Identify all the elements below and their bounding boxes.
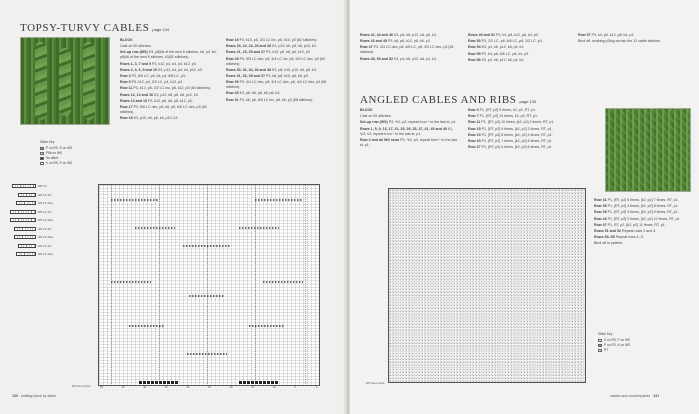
instruction-text: P1, [RT, p2] 9 times, [k2, p2] 3 times, RT, p1. (481, 126, 553, 131)
instruction-line (578, 39, 678, 44)
instruction-line (120, 74, 220, 79)
instruction-line (120, 99, 220, 104)
chart-column-marker (305, 185, 306, 385)
instruction-line (120, 38, 220, 43)
chart-column-marker (255, 185, 256, 385)
instruction-label: Rows 30, 32, 34, 36 and 38 (226, 67, 271, 72)
chart-column-marker (159, 185, 160, 385)
instruction-label: Rows 20, 22, 24, 26 and 28 (226, 44, 271, 49)
instruction-label: Set-up row (WS) (120, 50, 148, 55)
instruction-line (226, 50, 334, 55)
instruction-label: Row 19 (468, 132, 481, 137)
instruction-text: P1, [RT, p2] 10 times, [k2, p2] 2 times, RT, p1. (481, 120, 555, 125)
instruction-text: P3, 4/4 LC dec, p8, 4/4 LC dec, p8, 4/4 LC dec, p3 (56 stitches). (226, 80, 327, 90)
cable-legend-symbol (18, 193, 36, 197)
instruction-text: Bind off in pattern. (594, 241, 624, 246)
instruction-label: Rows 43 and 45 (360, 39, 387, 44)
chart-column-number: 30 (186, 386, 190, 389)
instruction-line (468, 114, 578, 119)
instruction-label: Row 47 (594, 222, 607, 227)
instruction-line (360, 127, 460, 137)
instruction-line (226, 91, 334, 96)
instruction-text: K3, p4, k8, p12, k8, p4, k3. (393, 56, 437, 61)
instruction-text: Repeat rows 3 and 4. (621, 228, 657, 233)
instruction-text: P3, k8, p8, k10, p8, k8, p3. (265, 73, 309, 78)
cable-legend-label: 5/5 LC Inc (38, 209, 52, 214)
right-instructions-col3 (594, 198, 694, 248)
instruction-text: P3, k12, p4, 2/2 LC, p4, k12, p3. (131, 80, 184, 85)
instruction-line (468, 58, 568, 63)
instruction-line (226, 74, 334, 79)
instruction-text: P3, 2/2 LC, p8, 6/6 LC, p8, 2/2 LC, p3. (481, 39, 543, 44)
instruction-text: P1, [RT, p2] 6 times, [k2, p2] 6 times, RT, p1. (481, 145, 553, 150)
cable-cross-symbol (263, 281, 303, 283)
cable-legend-label: 6/6 LC (38, 184, 47, 188)
instruction-label: Row 29 (226, 56, 239, 61)
instruction-label: Row 2 and all WS rows (360, 137, 400, 142)
instruction-line (120, 50, 220, 60)
instruction-line (468, 39, 568, 44)
instruction-label: Rows 12, 14 and 16 (120, 92, 153, 97)
instruction-text: P3, k12, p8, 2/2 LC inc, p8, k12, p3 (64 stitches). (133, 86, 212, 91)
instruction-line (468, 108, 578, 113)
left-running-footer: knitting block by block (21, 394, 56, 398)
instruction-label: Set-up row (WS) (360, 120, 388, 125)
cable-cross-symbol (187, 353, 227, 355)
cable-cross-symbol (239, 227, 279, 229)
instruction-line (578, 33, 678, 38)
instruction-text: P3, *k2, p2; repeat from * to the last st, p1. (388, 120, 457, 125)
cable-cross-symbol (183, 245, 231, 247)
instruction-label: Row 19 (226, 38, 239, 42)
key-label: No stitch (46, 156, 59, 160)
cable-legend-symbol (16, 252, 36, 256)
no-stitch-row (239, 381, 279, 384)
right-page-number: 131 (653, 394, 660, 398)
instruction-text: K3, p6, k8, p12, k8, p6, k3. (393, 33, 437, 37)
instruction-line (120, 80, 220, 85)
cable-cross-symbol (249, 325, 285, 327)
instruction-text: P3, k6, p8, 5/5 LC inc, p8, k6, p3 (58 stitches). (239, 97, 314, 102)
instruction-text: P1, [RT, p2] 2 times, [k2, p2] 10 times, RT, p1. (607, 216, 681, 221)
instruction-label: Rows 13 and 15 (120, 98, 147, 103)
left-title-page-ref: page 134 (152, 27, 170, 32)
right-top-col3 (578, 33, 678, 45)
cable-legend-label: 4/4 LC Inc (38, 226, 52, 231)
cable-cross-symbol (129, 325, 165, 327)
chart-column-number: 15 (251, 386, 255, 389)
instruction-label: Row 3 (468, 108, 479, 112)
chart-column-number: 20 (229, 386, 233, 389)
cable-legend-symbol (10, 218, 36, 222)
instruction-text: P1, [RT, p2] 8 times, [k2, p2] 4 times, RT, p1. (481, 132, 553, 137)
instruction-text: P3, k6, p8, k12, p8, k6, p3. (387, 39, 431, 44)
instruction-label: Row 27 (468, 145, 481, 150)
instruction-line (360, 108, 460, 113)
instruction-text: P1, [RT, p2] 4 times, [k2, p2] 8 times, RT, p1. (607, 204, 679, 209)
instruction-label: Rows 49 and 51 (468, 33, 495, 37)
instruction-text: K3, p10, k6, p6, k6, p10, k3. (133, 116, 179, 121)
swatch-diagonal-texture (606, 109, 690, 191)
key-item (598, 348, 668, 353)
instruction-label: Row 54 (468, 45, 481, 50)
right-chart-axis-label: WS Set-up Row (366, 382, 385, 385)
purl-symbol-icon (40, 147, 44, 151)
cable-legend-symbol (14, 227, 36, 231)
cable-cross-symbol (111, 281, 151, 283)
instruction-text: P3, k10, p6, k8, p6, k10, p3. (265, 50, 311, 55)
instruction-label: Rows 48, 50 and 52 (360, 56, 393, 61)
right-stitch-key (598, 332, 668, 353)
cable-legend-symbol (12, 184, 36, 188)
instruction-label: Row 55 (468, 51, 481, 56)
instruction-text: K3, p12, k8, p8, k8, p12, k3. (153, 92, 199, 97)
instruction-label: Rows 21, 23, 25 and 27 (226, 50, 265, 55)
instruction-text: P3, k4, p8, k12, p8, k4, p3. (495, 33, 539, 37)
cable-cross-symbol (189, 295, 225, 297)
cable-legend-label: 5/5 LC Dec (38, 218, 54, 222)
left-title-text: TOPSY-TURVY CABLES (20, 22, 150, 34)
left-stitch-key-heading: Stitch Key (40, 140, 55, 144)
instruction-line (468, 33, 568, 38)
instruction-line (468, 45, 568, 50)
instruction-line (360, 45, 460, 55)
cable-legend-label: 3/3 LC Dec (38, 252, 54, 256)
instruction-line (594, 217, 694, 222)
right-top-col2 (468, 33, 568, 64)
chart-column-number: 40 (143, 386, 147, 389)
instruction-line (226, 98, 334, 103)
instruction-text: P1, [RT, p2] 5 times, [k2, p2] 7 times, RT, p1. (607, 198, 679, 202)
instruction-text: P3, k12, p4, k4, p4, k12, p3. (151, 61, 197, 66)
instruction-text: K3, p10, k6, p8, k6, p10, k3. (271, 44, 317, 49)
cable-legend-label: 4/4 LC Dec (38, 235, 54, 239)
instruction-text: P1, [RT, p2] 3 times, [k2, p2] 9 times, RT, p1. (607, 210, 679, 215)
chart-column-number: 5 (294, 386, 296, 389)
instruction-line (360, 120, 460, 125)
chart-column-number: 10 (272, 386, 276, 389)
instruction-text: P3, 6/6 LC dec, p6, k6, p6, 6/6 LC dec, p3 (60 stitches). (120, 104, 207, 114)
instruction-line (120, 68, 220, 73)
instruction-label: Row 47 (360, 45, 373, 50)
instruction-label: Row 35 (594, 204, 607, 209)
left-stitch-key (40, 140, 100, 166)
cable-legend-label: 2/2 LC Inc (38, 243, 52, 248)
instruction-label: Row 39 (226, 80, 239, 85)
angled-cables-chart (388, 188, 586, 383)
instruction-label: Row 7 (468, 114, 479, 119)
cable-right (83, 42, 95, 120)
cable-legend-symbol (16, 201, 36, 205)
instruction-line (360, 138, 460, 148)
left-page (0, 0, 346, 414)
instruction-label: Row 5 (120, 80, 131, 85)
instruction-line (594, 229, 694, 234)
instruction-line (594, 223, 694, 228)
instruction-label: Row 41 (226, 97, 239, 102)
instruction-line (468, 127, 578, 132)
instruction-text: P3, 3/3 LC dec, p8, 6/6 LC, p8, 3/3 LC dec, p3 (54 stitches). (360, 45, 454, 55)
topsy-turvy-swatch-photo (20, 37, 110, 125)
instruction-label: Row 11 (120, 86, 133, 91)
instruction-label: Rows 1, 5, 9, 13, 17, 21, 25, 29, 33, 37, 41, 45 and 49 (360, 126, 447, 131)
right-title-text: ANGLED CABLES AND RIBS (360, 94, 517, 106)
instruction-line (120, 105, 220, 115)
instruction-label: Row 40 (226, 91, 239, 96)
key-label: RT (604, 348, 609, 352)
instruction-label: Rows 1, 3, 7 and 9 (120, 61, 151, 66)
instruction-line (120, 116, 220, 121)
instruction-line (226, 57, 334, 67)
key-item (40, 161, 100, 166)
instruction-line (226, 44, 334, 49)
cable-left (35, 42, 47, 120)
left-chart-axis-label: WS Set-up Row (72, 385, 91, 388)
instruction-label: Rows 2, 4, 6, 8 and 10 (120, 67, 157, 72)
instruction-line (120, 62, 220, 67)
chart-column-marker (111, 185, 112, 385)
instruction-text: P1, [RT, p2] 7 times, [k2, p2] 5 times, RT, p1. (481, 138, 553, 143)
right-pattern-title (360, 94, 536, 106)
instruction-text: Repeat rows 1–3. (615, 235, 644, 240)
cable-legend-symbol (10, 210, 36, 214)
topsy-turvy-chart (98, 184, 320, 386)
instruction-label: BLOCK (360, 108, 373, 112)
cable-cross-symbol (255, 199, 303, 201)
right-instructions-col1 (360, 108, 460, 149)
instruction-line (468, 139, 578, 144)
cable-center (59, 48, 71, 116)
instruction-line (468, 52, 568, 57)
instruction-text: K3, p12, k4, p4, k4, p12, k3. (157, 67, 203, 72)
instruction-label: Row 53 (468, 39, 481, 44)
cable-legend-symbol (14, 235, 36, 239)
knit-symbol-icon (598, 339, 602, 343)
instruction-text: K3, p4, k8, p12, k8, p4, k3. (481, 57, 525, 62)
instruction-line (360, 114, 460, 119)
right-stitch-key-heading: Stitch Key (598, 332, 613, 336)
instruction-text: K1, *p2, k2; repeat from * to the last st, p1. (360, 126, 454, 136)
instruction-line (594, 204, 694, 209)
instruction-line (120, 93, 220, 98)
purl-symbol-icon (598, 344, 602, 348)
cable-cross-symbol (135, 227, 175, 229)
no-stitch-row (139, 381, 179, 384)
instruction-text: K3, p8(k6 of the next 6 stitches, k6, p4, k6, p8(k6 of the next 6 stitches, k3(52 stitches). (120, 50, 217, 60)
instruction-line (226, 38, 334, 43)
instruction-text: P1, [RT, p2] 10 times, k2, p2, RT, p1. (479, 114, 538, 119)
right-instructions-col2 (468, 108, 578, 151)
instruction-text: Cast on 50 stitches. (120, 44, 152, 49)
instruction-text: P1, [RT, p2] 5 times, k2, p2, RT, p1. (479, 108, 536, 112)
right-page (350, 0, 699, 414)
instruction-label: Row 17 (120, 104, 133, 109)
knit-symbol-icon (40, 162, 44, 166)
left-instructions-col1 (120, 38, 220, 122)
angled-cables-swatch-photo (605, 108, 691, 192)
chart-column-number: 50 (100, 386, 103, 389)
chart-column-number: 45 (121, 386, 125, 389)
instruction-line (360, 33, 460, 38)
instruction-text: P3, k10, p6, 3/3 LC inc, p6, k10, p3 (62 stitches). (239, 38, 318, 42)
right-footer (610, 394, 662, 398)
instruction-label: Rows 42, 44 and 46 (360, 33, 393, 37)
instruction-label: Rows 51 and 52 (594, 228, 621, 233)
instruction-line (468, 133, 578, 138)
no-stitch-symbol-icon (40, 157, 44, 161)
instruction-label: Row 18 (120, 116, 133, 121)
instruction-label: Rows 53–55 (594, 235, 615, 240)
instruction-label: Rows 31, 33, 35 and 37 (226, 73, 265, 78)
right-title-page-ref: page 135 (519, 99, 537, 104)
chart-column-number: 1 (316, 386, 318, 389)
instruction-line (594, 198, 694, 203)
right-running-footer: cables and counterpanes (610, 394, 651, 398)
left-footer (12, 394, 56, 398)
left-instructions-col2 (226, 38, 334, 104)
cable-legend-label: 2/2 LC Inc (38, 192, 52, 197)
instruction-label: Row 3 (120, 73, 131, 78)
left-page-number: 130 (12, 394, 18, 398)
instruction-line (226, 80, 334, 90)
chart-column-number: 35 (164, 386, 168, 389)
instruction-text: K3, p6, k8, p8, k8, p6, k3. (239, 91, 281, 96)
instruction-line (226, 68, 334, 73)
instruction-text: P3, 6/6 LC, p4, k4, p4, 6/6 LC, p3. (131, 73, 186, 78)
key-label: K on RS, P on WS (46, 161, 73, 165)
key-label: K on RS, P on WS (604, 338, 631, 342)
chart-column-number: 25 (208, 386, 211, 389)
instruction-line (594, 241, 694, 246)
instruction-line (468, 120, 578, 125)
instruction-line (120, 86, 220, 91)
instruction-line (360, 39, 460, 44)
instruction-line (594, 210, 694, 215)
instruction-line (594, 235, 694, 240)
p8b-symbol-icon (40, 152, 44, 156)
instruction-text: K3, p8, k10, p10, k8, p8, k3. (271, 67, 317, 72)
key-label: P on RS, K on WS (604, 343, 631, 347)
cable-legend-label: 3/3 LC Dec (38, 201, 54, 205)
instruction-label: Row 43 (594, 216, 607, 221)
instruction-label: Row 56 (468, 57, 481, 62)
instruction-line (120, 44, 220, 49)
instruction-label: Row 23 (468, 138, 481, 143)
instruction-text: P3, *k2, p2; repeat from * to the last st, p1. (360, 137, 458, 147)
instruction-text: K3, p4, k8, p12, k8, p4, k3. (481, 45, 525, 50)
instruction-label: Row 11 (468, 120, 481, 125)
left-pattern-title (20, 22, 169, 34)
instruction-text: P3, k4, p8, k12, p8, k4, p3. (591, 33, 635, 37)
right-twist-symbol-icon (598, 349, 602, 353)
cable-cross-symbol (111, 199, 159, 201)
instruction-label: Row 39 (594, 210, 607, 215)
instruction-label: Row 31 (594, 198, 607, 202)
instruction-text: P3, k4, p8, 6/6 LC, p8, k4, p3. (481, 51, 530, 56)
key-label: P8b on WS (46, 151, 63, 155)
instruction-text: Bind off, working p2tog across the 12 cable stitches. (578, 39, 661, 44)
instruction-line (360, 57, 460, 62)
cable-legend-symbol (18, 244, 36, 248)
instruction-text: P1, RT, p2, [k2, p2] 11 times, RT, p1. (607, 222, 666, 227)
instruction-label: Row 57 (578, 33, 591, 37)
instruction-text: P3, 5/5 LC dec, p6, 4/4 LC inc, p6, 5/5 LC dec, p3 (60 stitches). (226, 56, 326, 66)
instruction-label: BLOCK (120, 38, 133, 42)
key-label: P on RS, K on WS (46, 146, 73, 150)
instruction-label: Row 15 (468, 126, 481, 131)
instruction-text: P3, k12, p8, k8, p8, k12, p3. (147, 98, 193, 103)
instruction-text: Cast on 52 stitches. (360, 114, 392, 119)
instruction-line (468, 145, 578, 150)
right-top-col1 (360, 33, 460, 63)
